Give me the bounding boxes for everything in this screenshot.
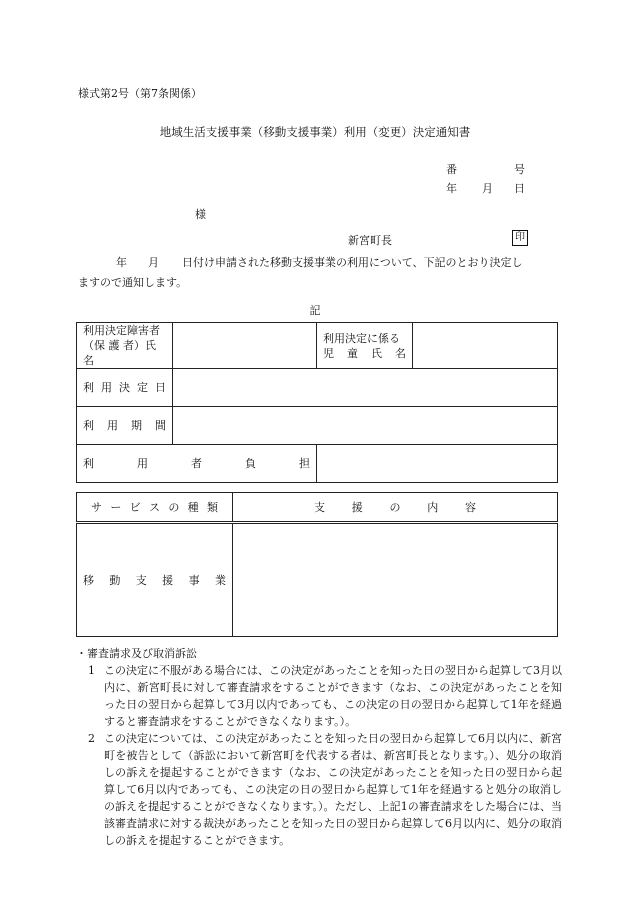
- issuer-name: 新宮町長: [348, 234, 392, 247]
- note-item-2: 2 この決定については、この決定があったことを知った日の翌日から起算して6月以内に、新宮町を被告として（訴訟において新宮町を代表する者は、新宮町長となります。）、処分の取消しの訴えを提起することができます（なお、この決定があったことを知った日の翌日から起算して6月以内であっても、この決定の日の翌日から起算して1年を経過すると処分の取消しの訴えを提起することができなくなります。）。ただし、上記1の審査請求をした場合には、当該審査請求に対する裁決があったことを知った日の翌日から起算して6月以内に、処分の取消しの訴えを提起することができます。: [88, 732, 562, 847]
- decision-table: [76, 322, 558, 483]
- decision-date-label: 利 用 決 定 日: [77, 369, 173, 407]
- service-table: [76, 492, 558, 637]
- addressee-suffix: 様: [195, 208, 206, 221]
- applicant-name-cell[interactable]: [173, 323, 317, 369]
- applicant-label: 利用決定障害者 （保 護 者）氏 名: [77, 323, 173, 369]
- date-label-month: 月: [482, 182, 493, 195]
- note-item-1: 1 この決定に不服がある場合には、この決定があったことを知った日の翌日から起算して3月以内に、新宮町長に対して審査請求をすることができます（なお、この決定があったことを知った日の翌日から起算して3月以内であっても、この決定の日の翌日から起算して1年を経過すると審査請求をすることができなくなります。）。: [88, 664, 562, 728]
- period-label: 利 用 期 間: [77, 407, 173, 445]
- service-type-header: サ ー ビ ス の 種 類: [77, 493, 233, 523]
- body-text-line2: ますので通知します。: [78, 276, 188, 289]
- number-label-ban: 番: [446, 163, 457, 176]
- burden-label: 利 用 者 負 担: [77, 445, 317, 483]
- ki-marker: 記: [309, 304, 321, 317]
- form-number: 様式第2号（第7条関係）: [78, 87, 202, 100]
- service-name-cell: 移 動 支 援 事 業: [77, 523, 233, 637]
- period-cell[interactable]: [173, 407, 558, 445]
- body-text-line1: 日付け申請された移動支援事業の利用について、下記のとおり決定し: [182, 256, 523, 269]
- date-label-day: 日: [514, 182, 525, 195]
- child-label: 利用決定に係る 児 童 氏 名: [317, 323, 413, 369]
- appeal-notes: [76, 645, 562, 849]
- body-year: 年: [116, 256, 127, 269]
- burden-cell[interactable]: [317, 445, 558, 483]
- body-month: 月: [148, 256, 159, 269]
- child-name-cell[interactable]: [413, 323, 558, 369]
- support-content-header: 支 援 の 内 容: [233, 493, 558, 523]
- number-label-go: 号: [514, 163, 525, 176]
- decision-date-cell[interactable]: [173, 369, 558, 407]
- support-content-cell[interactable]: [233, 523, 558, 637]
- notes-heading: ・審査請求及び取消訴訟: [76, 647, 197, 660]
- document-title: 地域生活支援事業（移動支援事業）利用（変更）決定通知書: [159, 125, 471, 139]
- date-label-year: 年: [446, 182, 457, 195]
- seal-mark: 印: [512, 230, 528, 246]
